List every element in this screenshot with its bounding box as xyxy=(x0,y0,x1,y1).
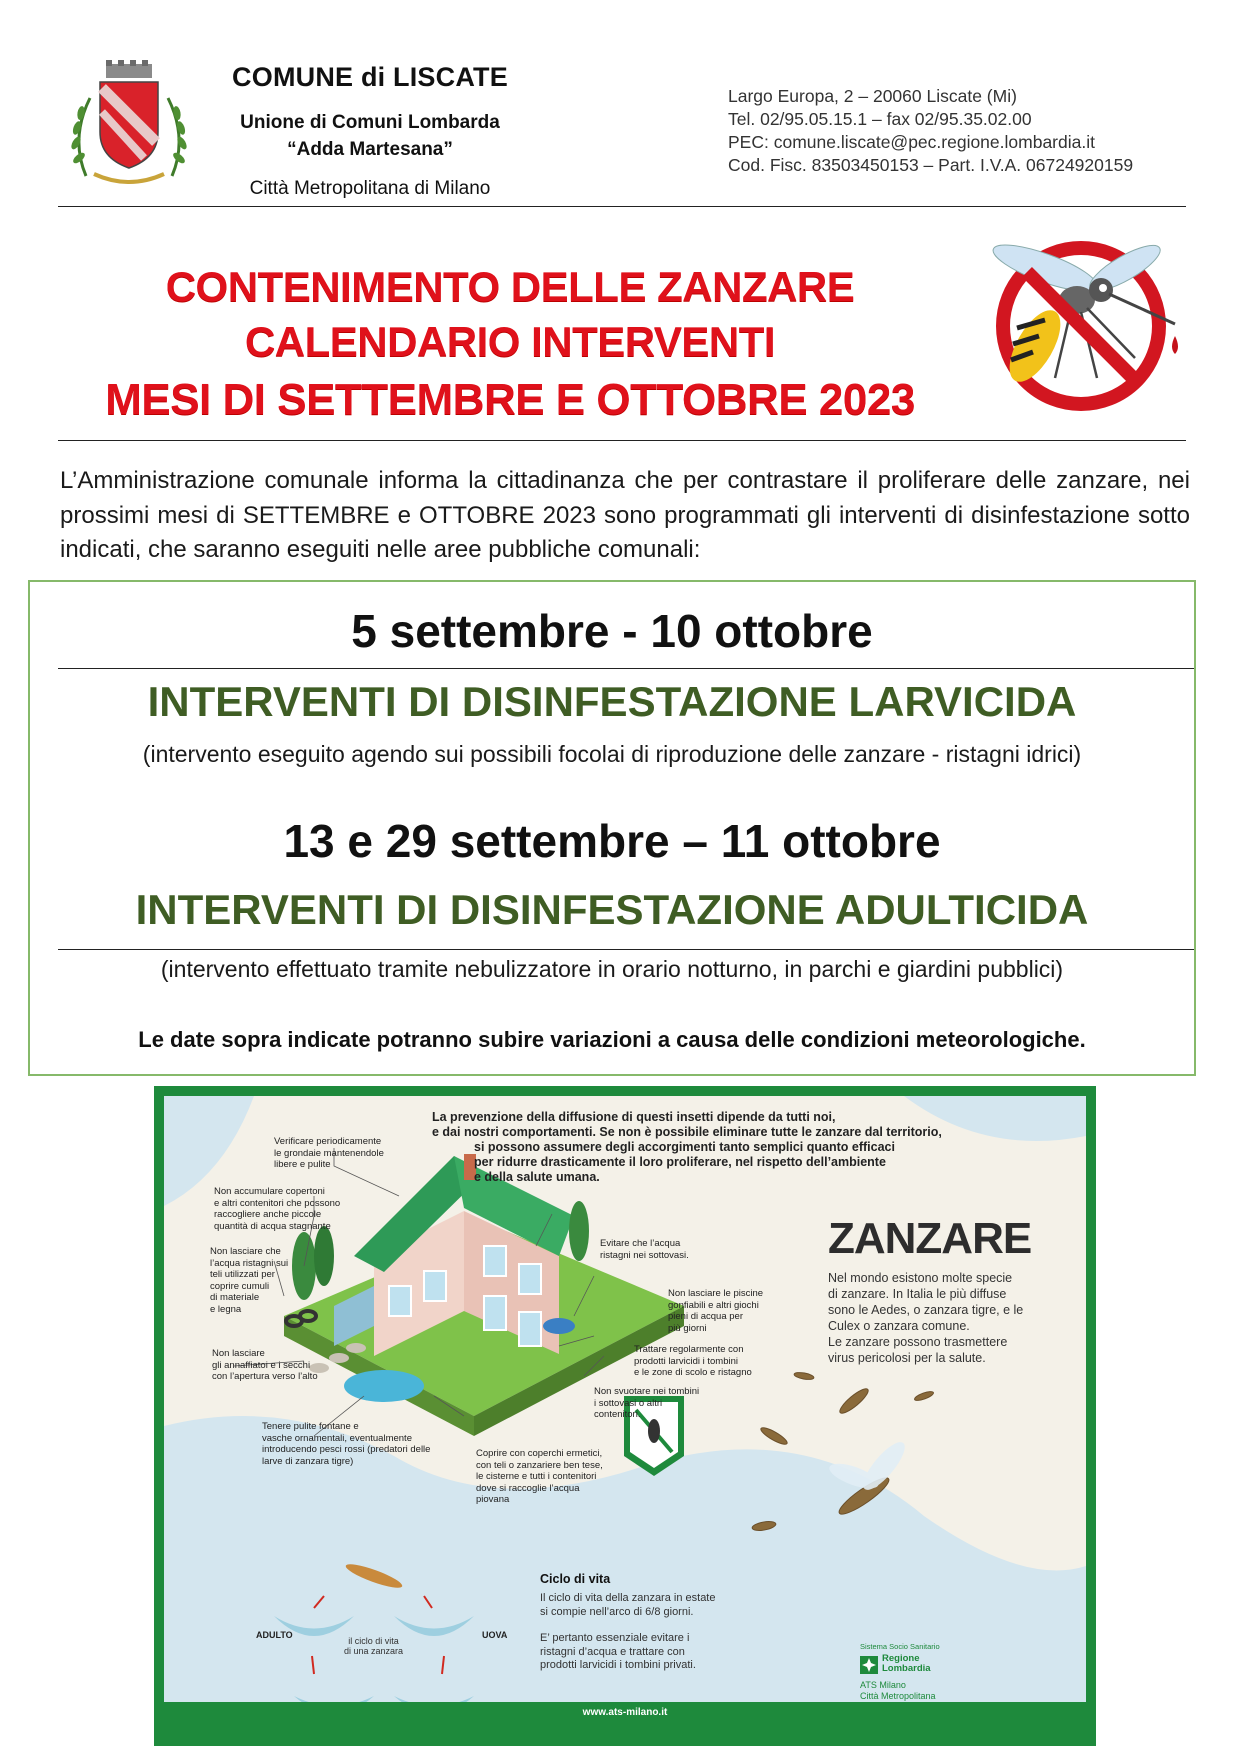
citta-metropolitana: Città Metropolitana di Milano xyxy=(249,178,491,199)
poster-intro-5: e della salute umana. xyxy=(474,1170,600,1184)
intro-paragraph: L’Amministrazione comunale informa la cittadinanza che per contrastare il proliferare delle zanzare, nei prossimi mesi di SETTEMBRE e OTTOBRE 2023 sono programmati gli interventi di disinfestazione sotto indicati, che saranno eseguiti nelle aree pubbliche comunali: xyxy=(60,467,1190,563)
poster-content xyxy=(164,1096,1086,1726)
larvicida-note: (intervento eseguito agendo sui possibili focolai di riproduzione delle zanzare - ristagni idrici) xyxy=(142,741,1082,767)
poster-desc-5: Le zanzare possono trasmettere xyxy=(828,1335,1008,1349)
larvicida-title: INTERVENTI DI DISINFESTAZIONE LARVICIDA xyxy=(147,678,1077,725)
poster-desc-3: sono le Aedes, o zanzara tigre, e le xyxy=(828,1303,1024,1317)
no-mosquito-icon xyxy=(975,228,1193,416)
title-line-2: CALENDARIO INTERVENTI xyxy=(244,318,776,365)
poster-desc-2: di zanzare. In Italia le più diffuse xyxy=(828,1287,1007,1301)
poster-title: ZANZARE xyxy=(828,1214,1032,1263)
ats-poster xyxy=(154,1086,1096,1746)
poster-desc-4: Culex o zanzara comune. xyxy=(828,1319,970,1333)
poster-intro-4: per ridurre drasticamente il loro proliferare, nel rispetto dell’ambiente xyxy=(474,1155,886,1169)
poster-intro-2: e dai nostri comportamenti. Se non è possibile eliminare tutte le zanzare dal territorio, xyxy=(432,1125,942,1139)
ats-milano: ATS Milano Città Metropolitana xyxy=(860,1680,936,1701)
cycle-uova: UOVA xyxy=(482,1630,508,1640)
tip-tombini: Trattare regolarmente con prodotti larvicidi i tombini e le zone di scolo e ristagno xyxy=(634,1344,752,1378)
ciclo-title: Ciclo di vita xyxy=(540,1572,611,1586)
unione-line-1: Unione di Comuni Lombarda xyxy=(240,112,500,133)
comune-name: COMUNE di LISCATE xyxy=(232,62,508,92)
larvicida-divider xyxy=(58,668,1194,669)
title-line-3: MESI DI SETTEMBRE E OTTOBRE 2023 xyxy=(105,375,915,424)
poster-footer xyxy=(164,1702,1086,1726)
unione-line-2: “Adda Martesana” xyxy=(287,139,453,160)
ciclo-text: Il ciclo di vita della zanzara in estate si compie nell’arco di 6/8 giorni. E’ pertanto essenziale evitare i ristagni d’acqua e trattare con prodotti larvicidi i tombini privati. xyxy=(540,1592,716,1671)
poster-intro-3: si possono assumere degli accorgimenti tanto semplici quanto efficaci xyxy=(474,1140,895,1154)
adulticida-divider xyxy=(58,949,1194,950)
tip-svuotare: Non svuotare nei tombini i sottovasi o altri contenitori. xyxy=(594,1386,700,1420)
tip-piscine: Non lasciare le piscine gonfiabili e altri giochi pieni di acqua per più giorni xyxy=(668,1288,764,1334)
regione-lombardia: Regione Lombardia xyxy=(882,1653,931,1674)
tip-sottovasi: Evitare che l’acqua ristagni nei sottovasi. xyxy=(600,1238,689,1261)
poster-desc-6: virus pericolosi per la salute. xyxy=(828,1351,986,1365)
header-divider xyxy=(58,206,1186,207)
tip-coprire: Coprire con coperchi ermetici, con teli o zanzariere ben tese, le cisterne e tutti i contenitori dove si raccoglie l’acqua piovana xyxy=(476,1448,603,1505)
phone-line: Tel. 02/95.05.15.1 – fax 02/95.35.02.00 xyxy=(728,109,1032,129)
municipal-crest-logo xyxy=(64,58,194,190)
cycle-adulto: ADULTO xyxy=(256,1630,293,1640)
regione-lombardia-icon xyxy=(860,1656,878,1674)
tip-annaffiatoi: Non lasciare gli annaffiatoi e i secchi con l’apertura verso l’alto xyxy=(212,1348,318,1382)
weather-warning: Le date sopra indicate potranno subire variazioni a causa delle condizioni meteorologiche. xyxy=(138,1027,1086,1052)
larvicida-dates: 5 settembre - 10 ottobre xyxy=(351,605,873,657)
tip-teli: Non lasciare che l’acqua ristagni sui teli utilizzati per coprire cumuli di materiale e legna xyxy=(210,1246,289,1315)
poster-intro-1: La prevenzione della diffusione di questi insetti dipende da tutti noi, xyxy=(432,1110,836,1124)
title-divider xyxy=(58,440,1186,441)
poster-desc-1: Nel mondo esistono molte specie xyxy=(828,1271,1013,1285)
cycle-center: il ciclo di vita di una zanzara xyxy=(344,1636,404,1656)
adulticida-title: INTERVENTI DI DISINFESTAZIONE ADULTICIDA xyxy=(135,886,1089,933)
ats-website[interactable]: www.ats-milano.it xyxy=(582,1707,668,1718)
tip-fontane: Tenere pulite fontane e vasche ornamentali, eventualmente introducendo pesci rossi (predatori delle larve di zanzara tigre) xyxy=(262,1421,431,1467)
sistema-socio-sanitario: Sistema Socio Sanitario xyxy=(860,1642,940,1651)
tip-grondaie: Verificare periodicamente le grondaie mantenendole libere e pulite xyxy=(274,1136,384,1170)
adulticida-dates: 13 e 29 settembre – 11 ottobre xyxy=(283,815,941,867)
adulticida-note: (intervento effettuato tramite nebulizzatore in orario notturno, in parchi e giardini pubblici) xyxy=(160,956,1064,982)
address-line: Largo Europa, 2 – 20060 Liscate (Mi) xyxy=(728,86,1017,106)
title-line-1: CONTENIMENTO DELLE ZANZARE xyxy=(165,263,855,310)
tax-code-line: Cod. Fisc. 83503450153 – Part. I.V.A. 06724920159 xyxy=(728,155,1134,175)
tip-copertoni: Non accumulare copertoni e altri contenitori che possono raccogliere anche piccole quantità di acqua stagnante xyxy=(214,1186,341,1232)
pec-line[interactable]: PEC: comune.liscate@pec.regione.lombardia.it xyxy=(728,132,1095,152)
